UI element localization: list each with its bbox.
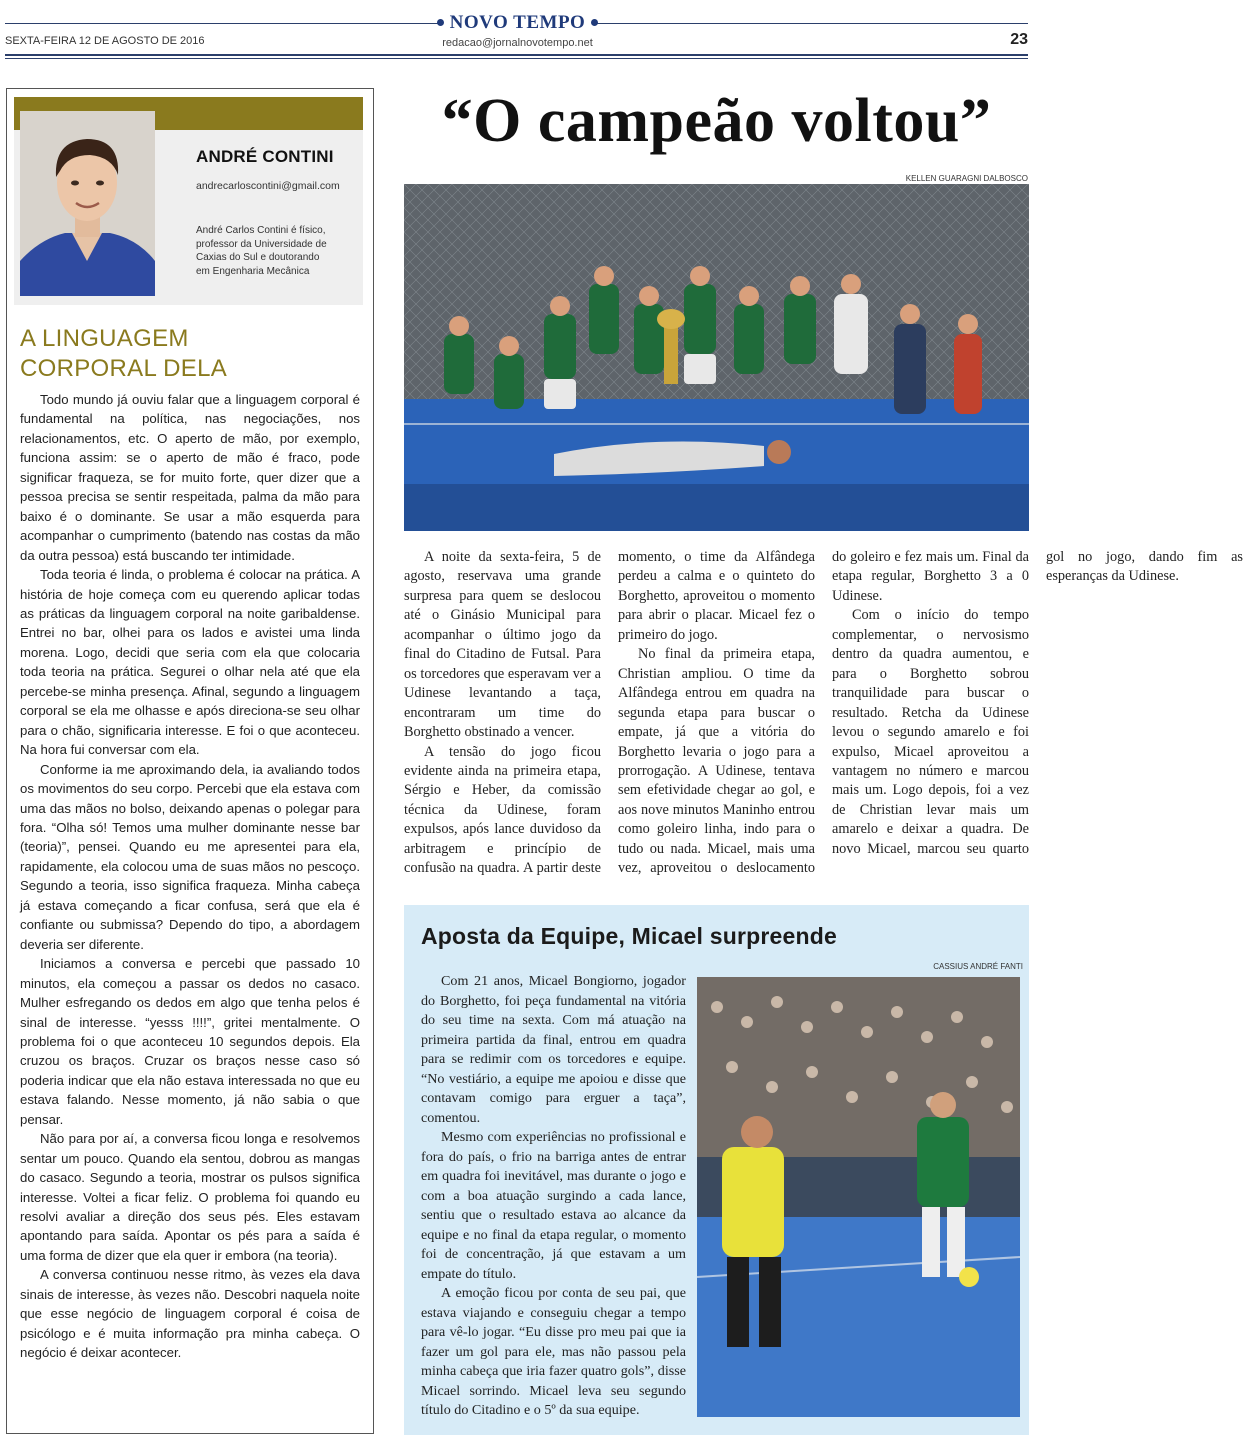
column-paragraph: Não para por aí, a conversa ficou longa e resolvemos sentar um pouco. Quando ela sentou, dobrou as mangas do casaco. Segundo a teoria, mostrar os pulsos significa interesse. Voltei a ficar feliz. O problema foi quando eu resolvi avaliar a direção dos seus pés. Eles estavam apontando para saída. Apontar os pés para a saída é uma forma de dizer que ela quer ir embora (na teoria).: [20, 1131, 360, 1263]
masthead-title: [0, 12, 1035, 34]
column-title-line-1: A LINGUAGEM: [20, 325, 189, 352]
main-photo-credit: KELLEN GUARAGNI DALBOSCO: [905, 174, 1028, 183]
sidebar-paragraph: A emoção ficou por conta de seu pai, que estava viajando e conseguiu chegar a tempo para vê-lo jogar. “Eu disse pro meu pai que ia fazer um gol para ele, mas não passou pela minha cabeça que iria fazer quatro gols”, disse Micael sorrindo. Micael leva seu segundo título do Citadino e o 5º da sua equipe.: [421, 1285, 686, 1418]
masthead-dot-right: [591, 19, 598, 26]
match-action-photo: [697, 977, 1020, 1417]
column-body: [20, 390, 360, 1363]
sidebar-body: [421, 972, 686, 1421]
article-body: [404, 548, 1243, 882]
column-title: [20, 324, 360, 384]
column-paragraph: Conforme ia me aproximando dela, ia avaliando todos os movimentos do seu corpo. Percebi que ela estava com uma das mãos no bolso, deixando apenas o polegar para fora. “Olha só! Temos uma mulher dominante nesse bar (teoria)”, pensei. Quando eu me apresentei para ela, rapidamente, ela colocou uma de suas mãos no pescoço. Segundo a teoria, isso significa fraqueza. Minha cabeça já estava começando a ficar confusa, será que ela é confiante ou submissa? Dependo do tipo, a abordagem deveria ser diferente.: [20, 761, 360, 952]
sidebar-paragraph: Com 21 anos, Micael Bongiorno, jogador do Borghetto, foi peça fundamental na vitória do seu time na sexta. Com má atuação na primeira partida da final, entrou em quadra para se redimir com os torcedores e equipe. “No vestiário, a equipe me apoiou e disse que contavam comigo para erguer a taça”, comentou.: [421, 973, 686, 1126]
article-paragraph: Com o início do tempo complementar, o nervosismo dentro da quadra aumentou, e para o Borghetto sobrou tranquilidade para buscar o resultado. Retcha da Udinese levou o segundo amarelo e foi expulso, Micael aproveitou a vantagem no número e marcou mais um. Logo depois, foi a vez de Christian levar mais um amarelo e deixar a quadra. De novo Micael, marcou seu quarto gol no jogo, dando fim as esperanças da Udinese.: [832, 549, 1243, 857]
issue-date: SEXTA-FEIRA 12 DE AGOSTO DE 2016: [5, 35, 205, 47]
author-card: [14, 97, 363, 305]
page-number: 23: [1010, 31, 1028, 48]
author-bio: André Carlos Contini é físico, professor da Universidade de Caxias do Sul e doutorando em Engenharia Mecânica: [196, 225, 327, 277]
masthead-rule-bottom-thin: [5, 58, 1028, 59]
newsroom-email: redacao@jornalnovotempo.net: [442, 37, 593, 49]
column-title-line-2: CORPORAL DELA: [20, 355, 228, 382]
column-paragraph: Todo mundo já ouviu falar que a linguagem corporal é fundamental na política, nas negociações, nos relacionamentos, etc. O aperto de mão, por exemplo, funciona assim: se o aperto de mão é fraco, pode significar fraqueza, se for muito forte, quer dizer que a pessoa precisa se sentir respeitada, palma da mão para baixo é o dominante. Se usar a mão esquerda para acompanhar o cumprimento (batendo nas costas da mão da outra pessoa) está buscando ter intimidade.: [20, 392, 360, 563]
article-paragraph: A tensão do jogo ficou evidente ainda na primeira etapa, Sérgio e Heber, da comissão técnica da Udinese, foram expulsos, após lance duvidoso da arbitragem e princípio de confusão na quadra. A partir deste momento, o time da Alfândega perdeu a calma e o quinteto do Borghetto, aproveitou o momento para abrir o placar. Micael fez o primeiro do jogo.: [404, 549, 815, 877]
author-photo: [20, 111, 155, 296]
sidebar-paragraph: Mesmo com experiências no profissional e fora do país, o frio na barriga antes de entrar em quadra foi inevitável, mas durante o jogo e com a boa atuação surgindo a cada lance, sentiu que o resultado estava ao alcance da equipe e no final da etapa regular, o momento foi de concentração, já que estavam a um empate do título.: [421, 1129, 686, 1282]
author-email: andrecarloscontini@gmail.com: [196, 180, 340, 192]
masthead-rule-bottom: [5, 54, 1028, 56]
newspaper-name: NOVO TEMPO: [442, 12, 594, 34]
sidebar-photo-credit: CASSIUS ANDRÉ FANTI: [933, 962, 1023, 971]
team-celebration-photo: [404, 184, 1029, 531]
author-name: ANDRÉ CONTINI: [196, 147, 334, 166]
masthead-dot-left: [437, 19, 444, 26]
article-paragraph: A noite da sexta-feira, 5 de agosto, reservava uma grande surpresa para quem se deslocou até o Ginásio Municipal para acompanhar o último jogo da final do Citadino de Futsal. Para os torcedores que esperavam ver a Udinese levantando a taça, encontraram um time do Borghetto obstinado a vencer.: [404, 549, 601, 741]
sidebar-title: Aposta da Equipe, Micael surpreende: [421, 923, 837, 949]
column-paragraph: A conversa continuou nesse ritmo, às vezes ela dava sinais de interesse, às vezes não. Descobri naquela noite que esse negócio de linguagem corporal é coisa de psicólogo e é muita informação pra minha cabeça. O negócio é deixar acontecer.: [20, 1267, 360, 1361]
column-paragraph: Iniciamos a conversa e percebi que passado 10 minutos, ela começou a passar os dedos no casaco. Mulher esfregando os dedos em algo que tenha pelos é sinal de interesse. “yesss !!!!”, gritei mentalmente. O problema foi o que aconteceu 10 segundos depois. Ela cruzou os braços. Cruzar os braços nesse caso só poderia indicar que ela não estava interessada no que eu estava falando. Nesse momento, já não sabia o que pensar.: [20, 956, 360, 1127]
article-paragraph: No final da primeira etapa, Christian ampliou. O time da Alfândega entrou em quadra na segunda etapa para buscar o empate, já que a vitória do Borghetto levaria o jogo para a prorrogação. A Udinese, tentava sem efetividade chegar ao gol, e aos nove minutos Maninho entrou como goleiro linha, indo para o tudo ou nada. Micael, mais uma vez, aproveitou o deslocamento do goleiro e fez mais um. Final da etapa regular, Borghetto 3 a 0 Udinese.: [618, 549, 1029, 877]
column-paragraph: Toda teoria é linda, o problema é colocar na prática. A história de hoje começa com eu querendo aplicar todas as práticas da linguagem corporal na noite garibaldense. Entrei no bar, olhei para os lados e avistei uma linda morena. Logo, decidi que seria com ela que colocaria toda teoria na prática. Segurei o olhar nela até que ela percebe-se minha presença. Afinal, segundo a linguagem corporal se ela me olhasse e após direciona-se seu olhar para o chão, significaria interesse. E foi o que aconteceu. Na hora fui conversar com ela.: [20, 567, 360, 758]
article-headline: “O campeão voltou”: [441, 87, 992, 155]
